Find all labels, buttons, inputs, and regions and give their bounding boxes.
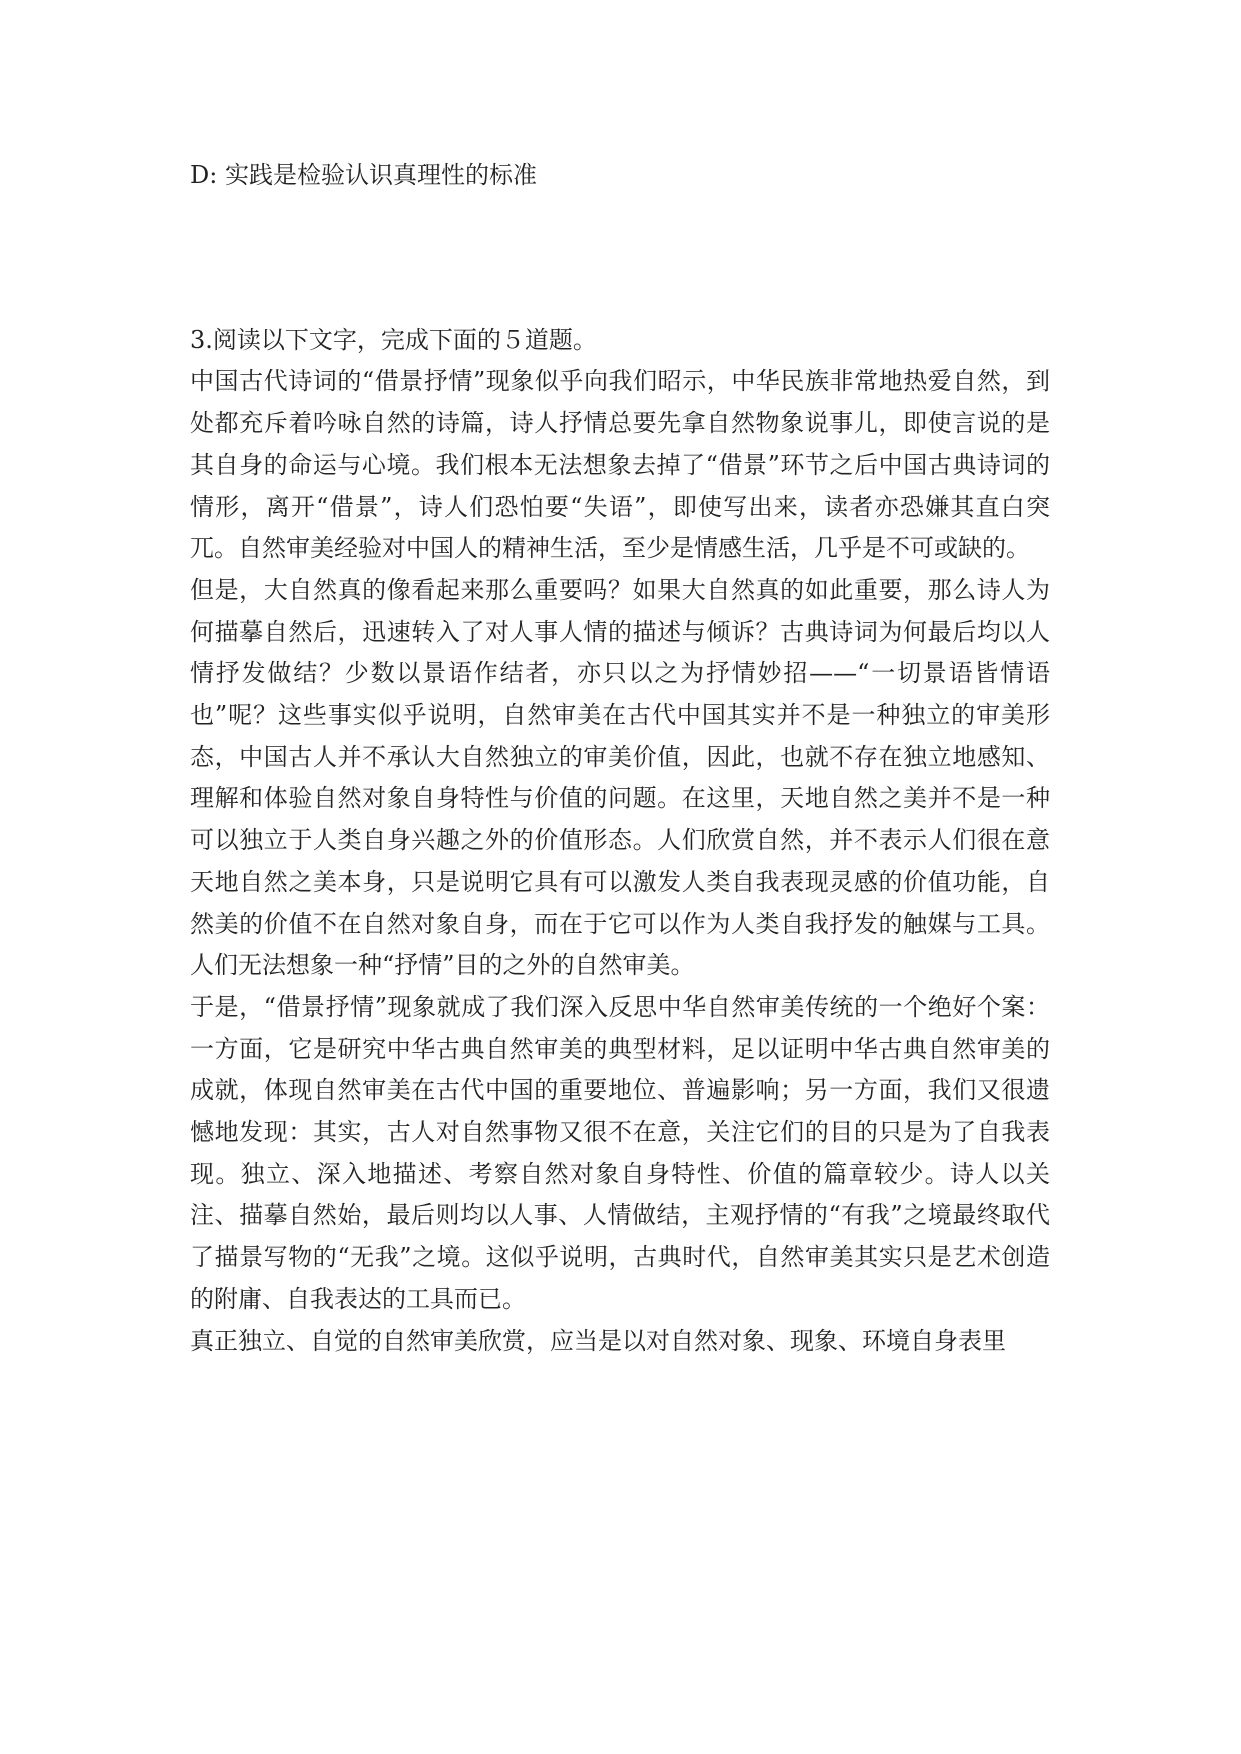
page-content xyxy=(190,155,1050,1362)
passage-paragraph: 但是，大自然真的像看起来那么重要吗？如果大自然真的如此重要，那么诗人为何描摹自然后，迅速转入了对人事人情的描述与倾诉？古典诗词为何最后均以人情抒发做结？少数以景语作结者，亦只以之为抒情妙招——“一切景语皆情语也”呢？这些事实似乎说明，自然审美在古代中国其实并不是一种独立的审美形态，中国古人并不承认大自然独立的审美价值，因此，也就不存在独立地感知、理解和体验自然对象自身特性与价值的问题。在这里，天地自然之美并不是一种可以独立于人类自身兴趣之外的价值形态。人们欣赏自然，并不表示人们很在意天地自然之美本身，只是说明它具有可以激发人类自我表现灵感的价值功能，自然美的价值不在自然对象自身，而在于它可以作为人类自我抒发的触媒与工具。人们无法想象一种“抒情”目的之外的自然审美。 xyxy=(190,575,1050,980)
question-heading: 3.阅读以下文字，完成下面的５道题。 xyxy=(190,325,597,354)
answer-option-d: D: 实践是检验认识真理性的标准 xyxy=(190,161,537,189)
reading-passage xyxy=(190,361,1050,1362)
passage-paragraph: 中国古代诗词的“借景抒情”现象似乎向我们昭示，中华民族非常地热爱自然，到处都充斥着吟咏自然的诗篇，诗人抒情总要先拿自然物象说事儿，即使言说的是其自身的命运与心境。我们根本无法想象去掉了“借景”环节之后中国古典诗词的情形，离开“借景”，诗人们恐怕要“失语”，即使写出来，读者亦恐嫌其直白突兀。自然审美经验对中国人的精神生活，至少是情感生活，几乎是不可或缺的。 xyxy=(190,367,1050,563)
passage-paragraph: 真正独立、自觉的自然审美欣赏，应当是以对自然对象、现象、环境自身表里 xyxy=(190,1326,1006,1355)
passage-paragraph: 于是，“借景抒情”现象就成了我们深入反思中华自然审美传统的一个绝好个案：一方面，它是研究中华古典自然审美的典型材料，足以证明中华古典自然审美的成就，体现自然审美在古代中国的重要地位、普遍影响；另一方面，我们又很遗憾地发现：其实，古人对自然事物又很不在意，关注它们的目的只是为了自我表现。独立、深入地描述、考察自然对象自身特性、价值的篇章较少。诗人以关注、描摹自然始，最后则均以人事、人情做结，主观抒情的“有我”之境最终取代了描景写物的“无我”之境。这似乎说明，古典时代，自然审美其实只是艺术创造的附庸、自我表达的工具而已。 xyxy=(190,992,1050,1313)
reading-question xyxy=(190,320,1050,1363)
